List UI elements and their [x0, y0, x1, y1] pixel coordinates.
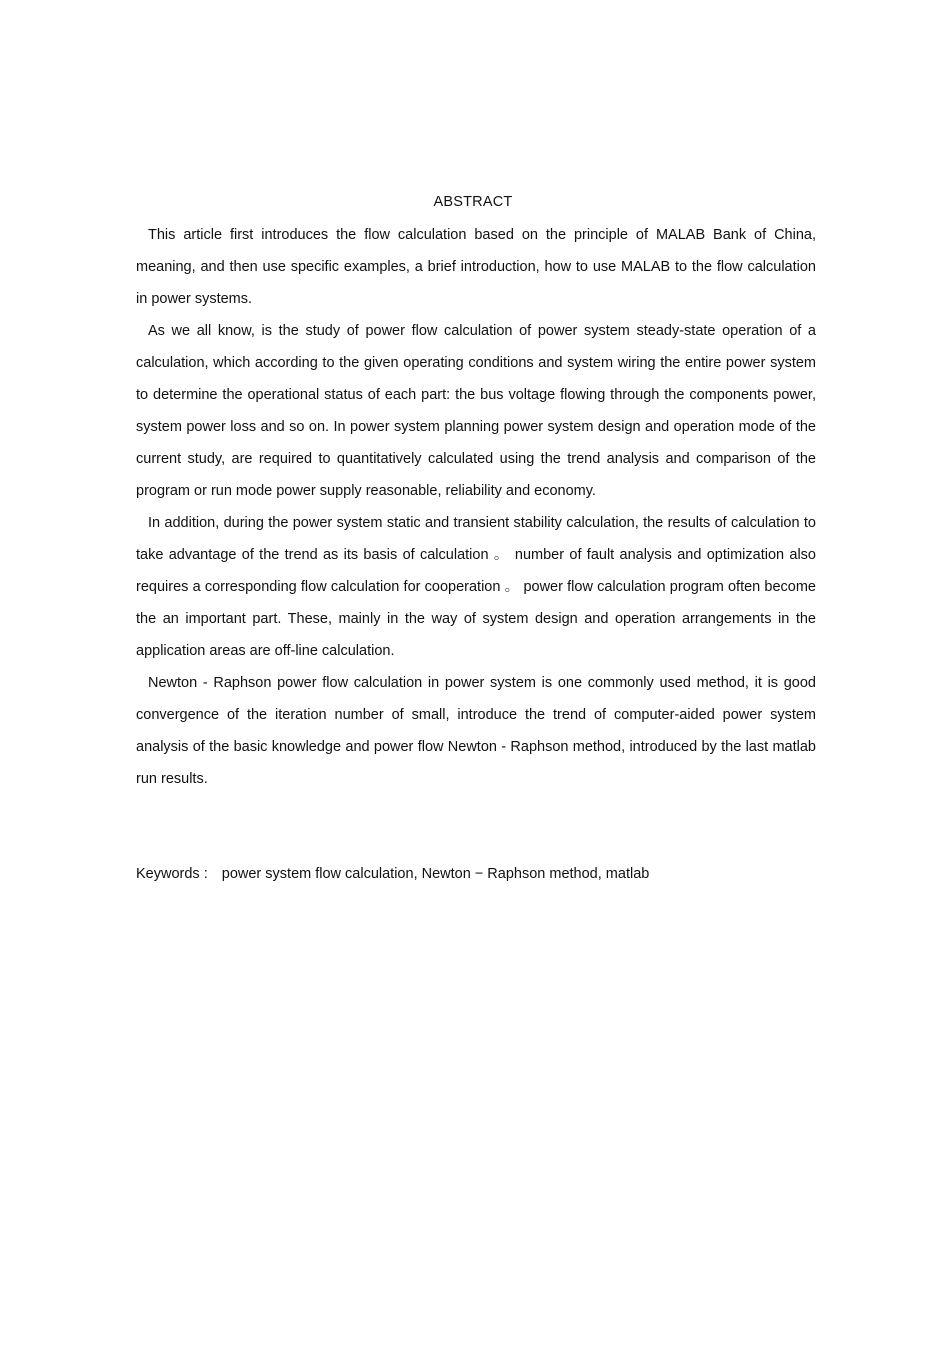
- abstract-title: ABSTRACT: [433, 194, 513, 210]
- abstract-body: [136, 219, 816, 795]
- keywords-text: power system flow calculation, Newton − Raphson method, matlab: [221, 866, 650, 882]
- abstract-paragraph-2: As we all know, is the study of power flow calculation of power system steady-state operation of a calculation, which according to the given operating conditions and system wiring the entire power system to determine the operational status of each part: the bus voltage flowing through the components power, system power loss and so on. In power system planning power system design and operation mode of the current study, are required to quantitatively calculated using the trend analysis and comparison of the program or run mode power supply reasonable, reliability and economy.: [136, 323, 816, 499]
- abstract-paragraph-4: Newton - Raphson power flow calculation in power system is one commonly used method, it is good convergence of the iteration number of small, introduce the trend of computer-aided power system analysis of the basic knowledge and power flow Newton - Raphson method, introduced by the last matlab run results.: [136, 675, 816, 787]
- keywords-line: [136, 858, 816, 890]
- abstract-paragraph-1: This article first introduces the flow calculation based on the principle of MALAB Bank of China, meaning, and then use specific examples, a brief introduction, how to use MALAB to the flow calculation in power systems.: [136, 227, 816, 307]
- abstract-paragraph-3: In addition, during the power system static and transient stability calculation, the results of calculation to take advantage of the trend as its basis of calculation 。 number of fault analysis and optimization also requires a corresponding flow calculation for cooperation 。 power flow calculation program often become the an important part. These, mainly in the way of system design and operation arrangements in the application areas are off-line calculation.: [136, 515, 816, 659]
- keywords-label: Keywords :: [136, 866, 208, 882]
